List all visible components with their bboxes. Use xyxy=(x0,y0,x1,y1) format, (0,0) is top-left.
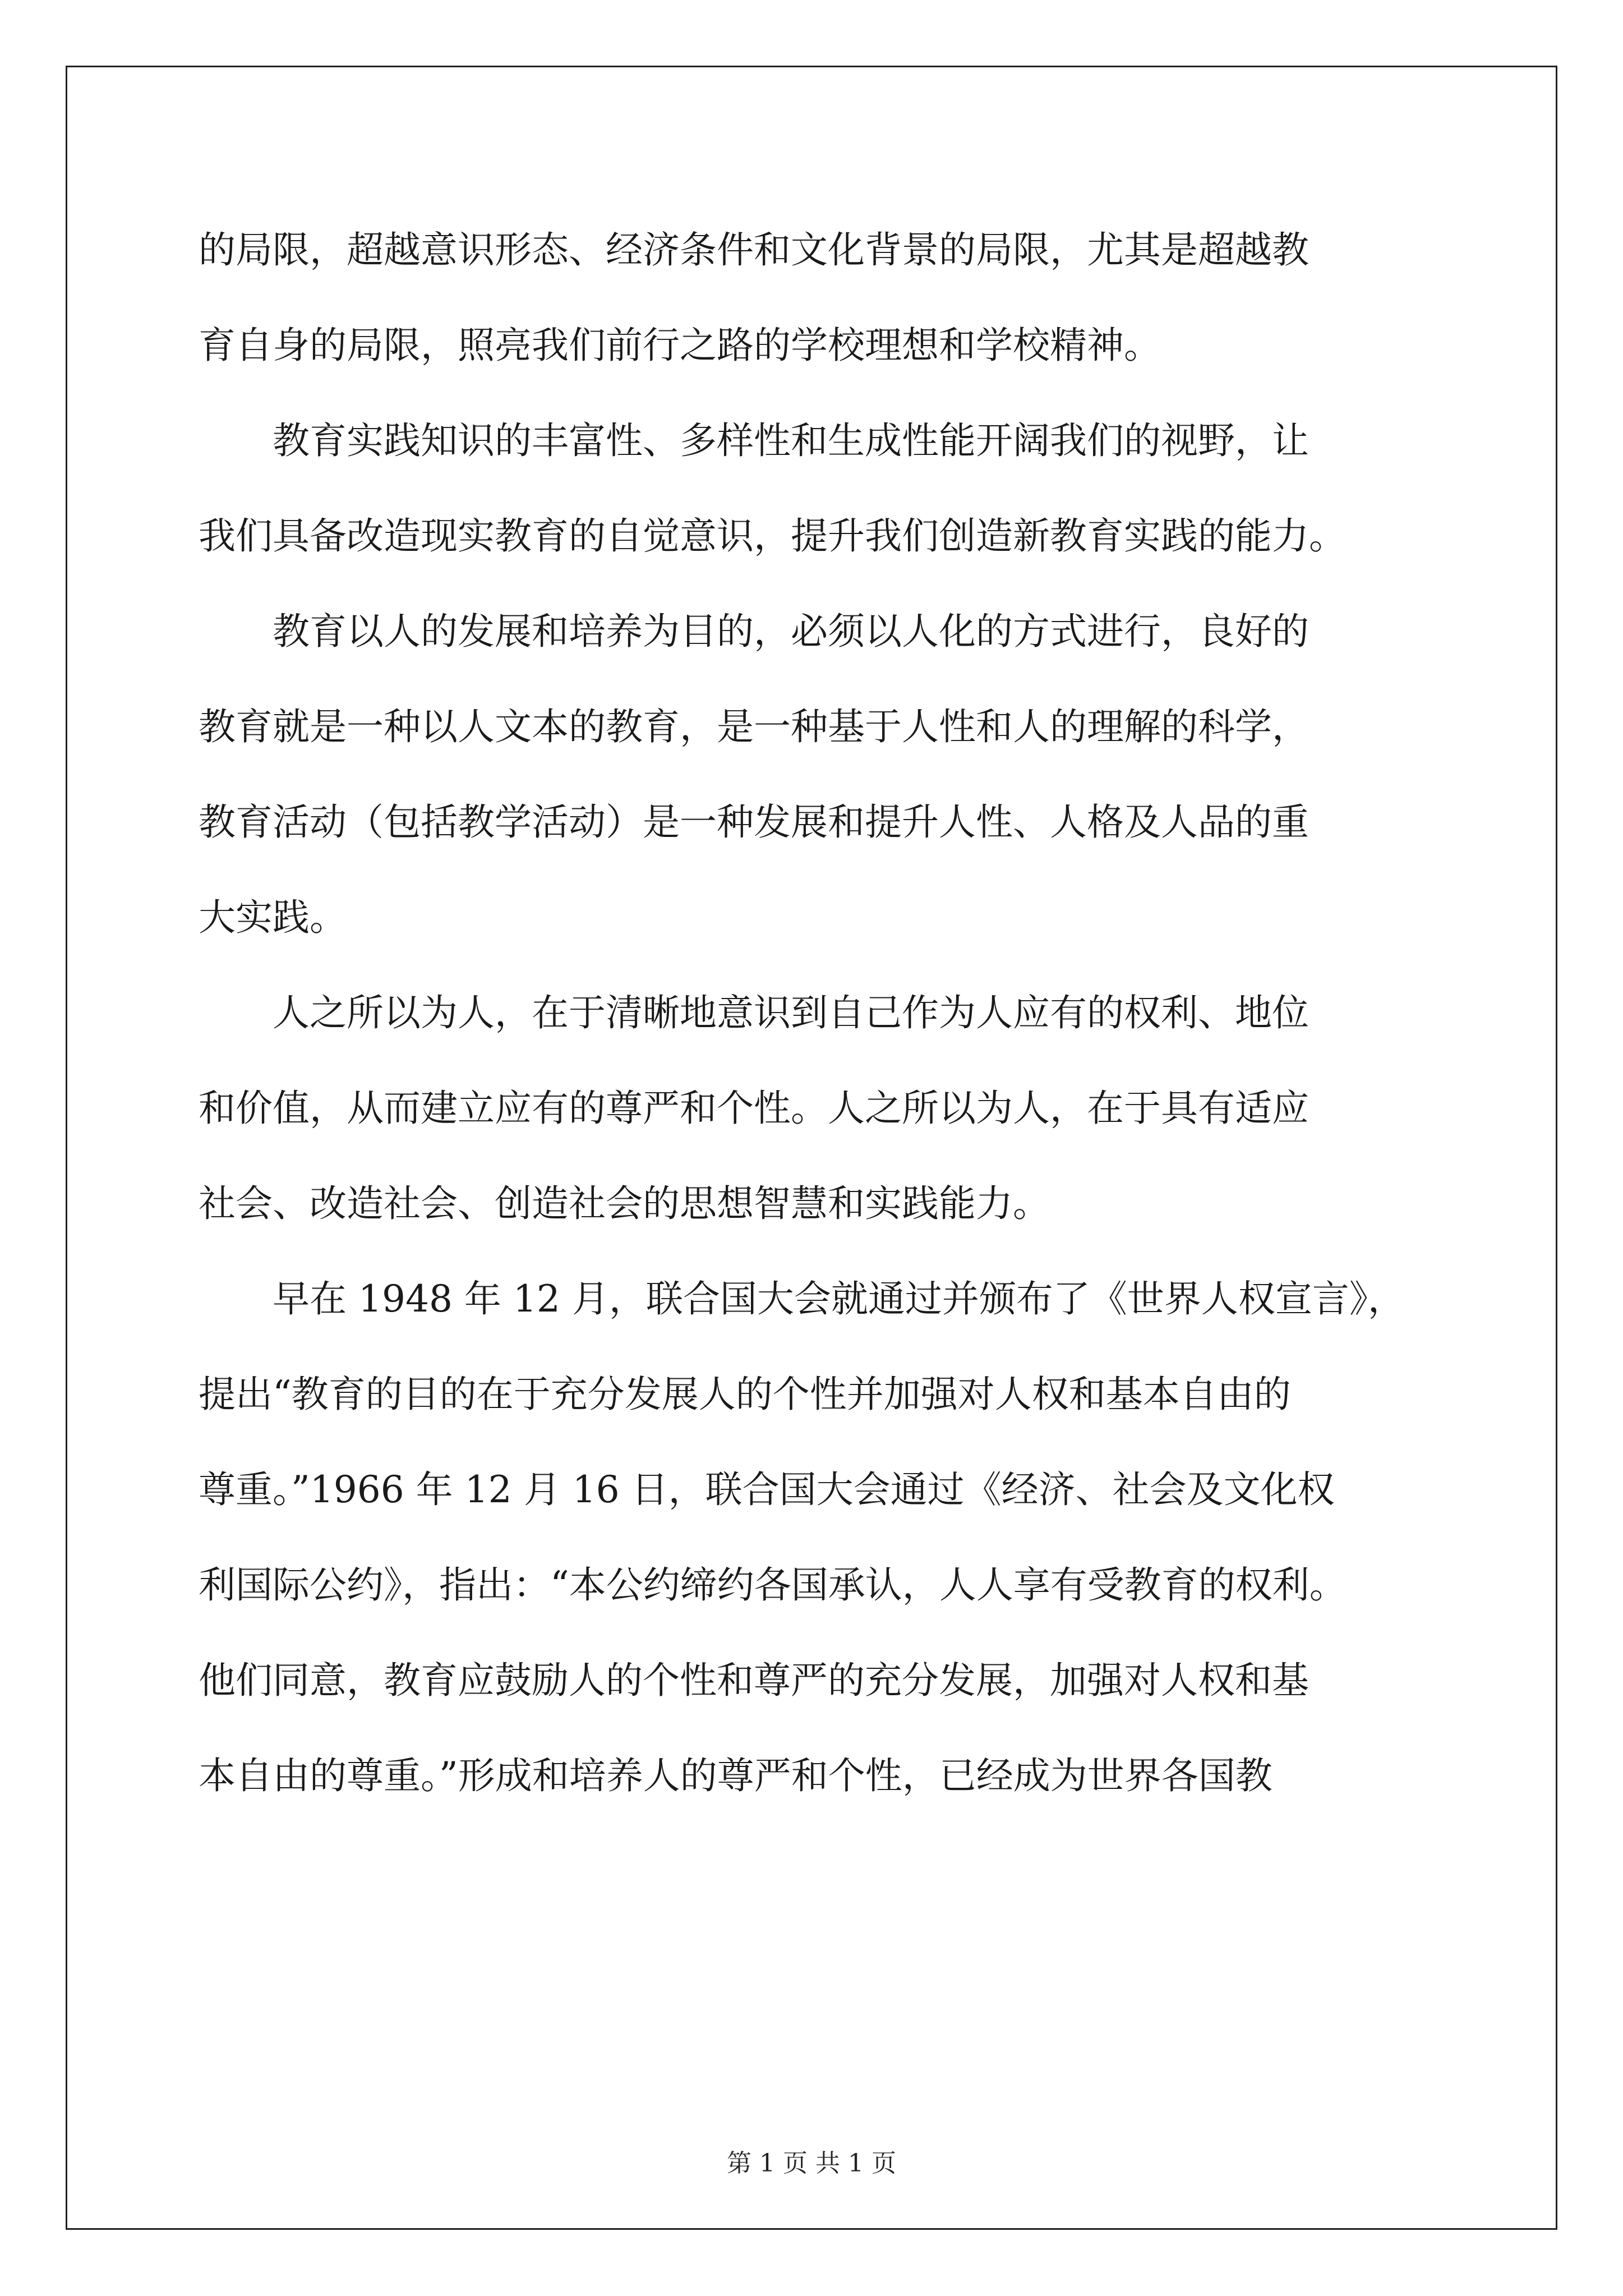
page-footer: 第 1 页 共 1 页 xyxy=(727,2149,896,2178)
text-line: 提出“教育的目的在于充分发展人的个性并加强对人权和基本自由的 xyxy=(199,1373,1291,1416)
text-line: 利国际公约》，指出：“本公约缔约各国承认，人人享有受教育的权利。 xyxy=(199,1563,1347,1607)
document-body xyxy=(199,217,1432,1838)
paragraph-first-line: 教育实践知识的丰富性、多样性和生成性能开阔我们的视野，让 xyxy=(273,419,1309,462)
text-line: 大实践。 xyxy=(199,896,347,939)
paragraph-first-line: 早在 1948 年 12 月，联合国大会就通过并颁布了《世界人权宣言》， xyxy=(273,1277,1405,1320)
text-line: 和价值，从而建立应有的尊严和个性。人之所以为人，在于具有适应 xyxy=(199,1087,1309,1130)
text-line: 尊重。”1966 年 12 月 16 日，联合国大会通过《经济、社会及文化权 xyxy=(199,1468,1335,1511)
text-line: 本自由的尊重。”形成和培养人的尊严和个性，已经成为世界各国教 xyxy=(199,1754,1272,1797)
text-line: 教育就是一种以人文本的教育，是一种基于人性和人的理解的科学， xyxy=(199,705,1309,748)
paragraph-first-line: 人之所以为人，在于清晰地意识到自己作为人应有的权利、地位 xyxy=(273,991,1309,1034)
text-line: 他们同意，教育应鼓励人的个性和尊严的充分发展，加强对人权和基 xyxy=(199,1659,1309,1702)
text-line: 育自身的局限，照亮我们前行之路的学校理想和学校精神。 xyxy=(199,324,1161,367)
text-line: 的局限，超越意识形态、经济条件和文化背景的局限，尤其是超越教 xyxy=(199,228,1309,272)
text-line: 教育活动（包括教学活动）是一种发展和提升人性、人格及人品的重 xyxy=(199,800,1309,844)
text-line: 社会、改造社会、创造社会的思想智慧和实践能力。 xyxy=(199,1182,1050,1225)
paragraph-first-line: 教育以人的发展和培养为目的，必须以人化的方式进行，良好的 xyxy=(273,610,1309,653)
text-line: 我们具备改造现实教育的自觉意识，提升我们创造新教育实践的能力。 xyxy=(199,514,1346,558)
